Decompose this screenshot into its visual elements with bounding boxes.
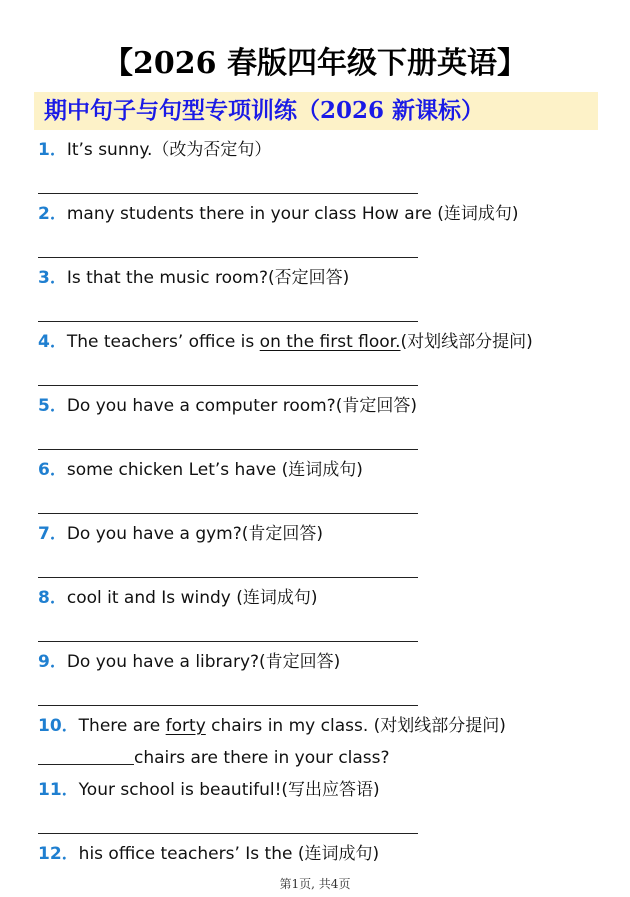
- question-1: [38, 138, 271, 162]
- question-text-pre: There are: [78, 716, 166, 736]
- answer-line-6[interactable]: [38, 513, 418, 514]
- answer-line-7[interactable]: [38, 577, 418, 578]
- question-text: Your school is beautiful!(写出应答语): [78, 780, 380, 800]
- question-number: 6．: [38, 460, 67, 480]
- answer-line-3[interactable]: [38, 321, 418, 322]
- question-12: [38, 842, 379, 866]
- question-text: many students there in your class How are (连词成句): [66, 204, 519, 224]
- answer-sentence: chairs are there in your class?: [134, 748, 390, 768]
- page-footer: 第1页, 共4页: [279, 877, 351, 891]
- page-title: 【2026 春版四年级下册英语】: [103, 46, 527, 81]
- answer-line-2[interactable]: [38, 257, 418, 258]
- question-3: [38, 266, 349, 290]
- answer-line-11[interactable]: [38, 833, 418, 834]
- question-number: 10．: [38, 716, 79, 736]
- question-11: [38, 778, 380, 802]
- question-text-pre: The teachers’ office is: [66, 332, 260, 352]
- question-text: Do you have a library?(肯定回答): [66, 652, 341, 672]
- question-8: [38, 586, 318, 610]
- question-6: [38, 458, 363, 482]
- question-text: Do you have a computer room?(肯定回答): [66, 396, 417, 416]
- question-instruction: (对划线部分提问): [400, 332, 533, 352]
- question-number: 11．: [38, 780, 79, 800]
- question-number: 4．: [38, 332, 67, 352]
- answer-blank[interactable]: [38, 746, 134, 765]
- question-5: [38, 394, 417, 418]
- question-number: 12．: [38, 844, 79, 864]
- question-number: 1．: [38, 140, 67, 160]
- question-text: Do you have a gym?(肯定回答): [66, 524, 324, 544]
- question-text: his office teachers’ Is the (连词成句): [78, 844, 380, 864]
- question-text: Is that the music room?(否定回答): [66, 268, 350, 288]
- page-subtitle: 期中句子与句型专项训练（2026 新课标）: [44, 97, 485, 124]
- question-number: 5．: [38, 396, 67, 416]
- underlined-phrase: forty: [165, 716, 206, 736]
- question-number: 8．: [38, 588, 67, 608]
- question-text: some chicken Let’s have (连词成句): [66, 460, 363, 480]
- question-text: cool it and Is windy (连词成句): [66, 588, 318, 608]
- answer-line-5[interactable]: [38, 449, 418, 450]
- answer-line-8[interactable]: [38, 641, 418, 642]
- question-number: 3．: [38, 268, 67, 288]
- question-text: It’s sunny.（改为否定句）: [66, 140, 272, 160]
- question-number: 7．: [38, 524, 67, 544]
- question-7: [38, 522, 323, 546]
- question-number: 9．: [38, 652, 67, 672]
- question-9: [38, 650, 340, 674]
- answer-line-4[interactable]: [38, 385, 418, 386]
- question-2: [38, 202, 518, 226]
- question-4: [38, 330, 533, 354]
- question-10-answer-row: [38, 746, 390, 770]
- question-number: 2．: [38, 204, 67, 224]
- question-instruction: chairs in my class. (对划线部分提问): [205, 716, 506, 736]
- answer-line-9[interactable]: [38, 705, 418, 706]
- question-10: [38, 714, 506, 738]
- answer-line-1[interactable]: [38, 193, 418, 194]
- underlined-phrase: on the first floor.: [259, 332, 401, 352]
